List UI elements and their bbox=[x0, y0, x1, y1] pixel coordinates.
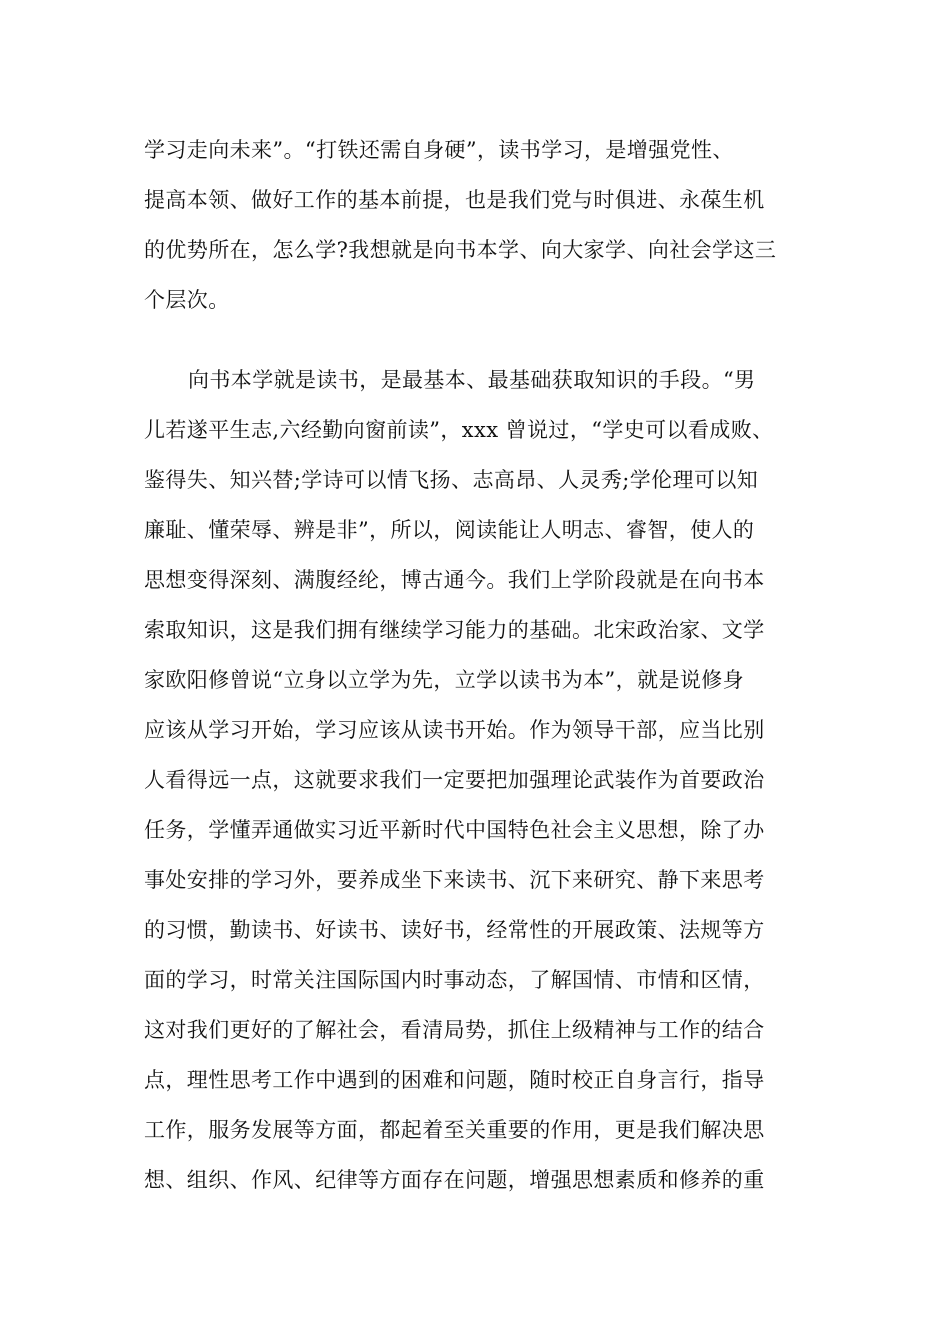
text-line: 的优势所在，怎么学?我想就是向书本学、向大家学、向社会学这三 bbox=[144, 238, 777, 262]
text-line: 索取知识，这是我们拥有继续学习能力的基础。北宋政治家、文学 bbox=[144, 618, 765, 642]
text-line: 提高本领、做好工作的基本前提，也是我们党与时俱进、永葆生机 bbox=[144, 188, 765, 212]
text-line: 家欧阳修曾说“立身以立学为先，立学以读书为本”，就是说修身 bbox=[144, 668, 745, 692]
text-line: 应该从学习开始，学习应该从读书开始。作为领导干部，应当比别 bbox=[144, 718, 765, 742]
paragraph-1 bbox=[144, 125, 814, 325]
text-line: 面的学习，时常关注国际国内时事动态，了解国情、市情和区情， bbox=[144, 968, 765, 992]
text-line: 事处安排的学习外，要养成坐下来读书、沉下来研究、静下来思考 bbox=[144, 868, 765, 892]
text-line: 个层次。 bbox=[144, 288, 230, 312]
text-line: 工作，服务发展等方面，都起着至关重要的作用，更是我们解决思 bbox=[144, 1118, 765, 1142]
text-line: 鉴得失、知兴替;学诗可以情飞扬、志高昂、人灵秀;学伦理可以知 bbox=[144, 468, 759, 492]
text-line: 学习走向未来”。“打铁还需自身硬”，读书学习，是增强党性、 bbox=[144, 138, 734, 162]
paragraph-2 bbox=[144, 355, 814, 1205]
text-line: 思想变得深刻、满腹经纶，博古通今。我们上学阶段就是在向书本 bbox=[144, 568, 765, 592]
text-line: 点，理性思考工作中遇到的困难和问题，随时校正自身言行，指导 bbox=[144, 1068, 765, 1092]
text-line: 的习惯，勤读书、好读书、读好书，经常性的开展政策、法规等方 bbox=[144, 918, 765, 942]
text-line-first: 向书本学就是读书，是最基本、最基础获取知识的手段。“男 bbox=[188, 368, 756, 392]
text-line: 儿若遂平生志,六经勤向窗前读”，xxx 曾说过，“学史可以看成败、 bbox=[144, 418, 774, 442]
text-line: 想、组织、作风、纪律等方面存在问题，增强思想素质和修养的重 bbox=[144, 1168, 765, 1192]
text-line: 人看得远一点，这就要求我们一定要把加强理论武装作为首要政治 bbox=[144, 768, 765, 792]
text-line: 这对我们更好的了解社会，看清局势，抓住上级精神与工作的结合 bbox=[144, 1018, 765, 1042]
text-line: 廉耻、懂荣辱、辨是非”，所以，阅读能让人明志、睿智，使人的 bbox=[144, 518, 755, 542]
text-line: 任务，学懂弄通做实习近平新时代中国特色社会主义思想，除了办 bbox=[144, 818, 765, 842]
